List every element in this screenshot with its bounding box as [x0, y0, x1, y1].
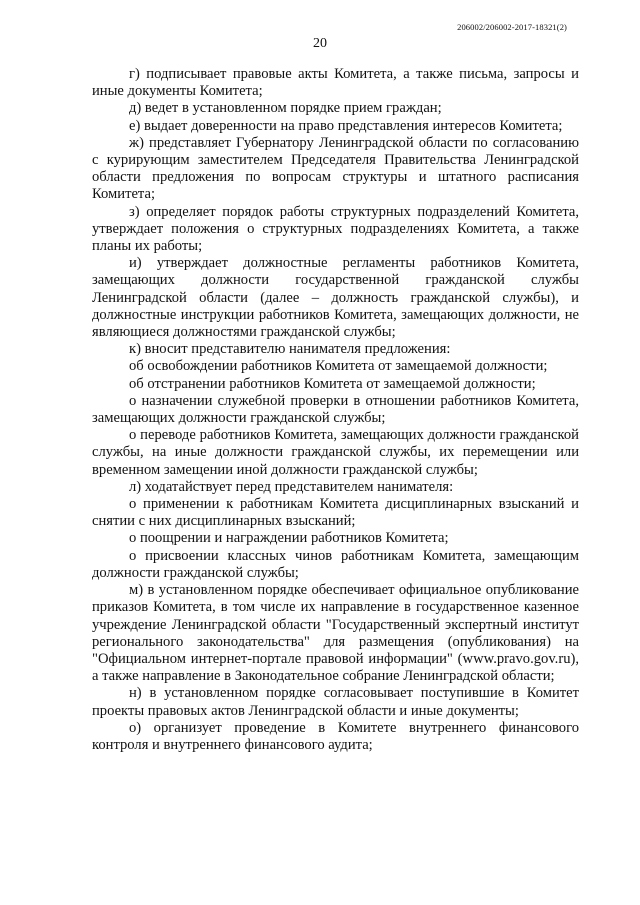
document-body: [92, 66, 579, 754]
paragraph: о назначении служебной проверки в отношении работников Комитета, замещающих должности гражданской службы;: [92, 392, 579, 427]
paragraph: о применении к работникам Комитета дисциплинарных взысканий и снятии с них дисциплинарных взысканий;: [92, 496, 579, 530]
paragraph: о) организует проведение в Комитете внутреннего финансового контроля и внутреннего финансового аудита;: [92, 719, 579, 753]
paragraph: к) вносит представителю нанимателя предложения:: [129, 341, 451, 358]
paragraph: и) утверждает должностные регламенты работников Комитета, замещающих должности государственной гражданской службы Ленинградской области (далее – должность гражданской службы), и должностные инструкции работников Комитета, замещающих должности, не являющиеся должностями гражданской службы;: [92, 255, 579, 341]
paragraph: з) определяет порядок работы структурных подразделений Комитета, утверждает положения о структурных подразделениях Комитета, а также планы их работы;: [92, 203, 579, 255]
paragraph: о поощрении и награждении работников Комитета;: [129, 530, 449, 547]
paragraph: г) подписывает правовые акты Комитета, а также письма, запросы и иные документы Комитета;: [92, 66, 579, 100]
document-id: 206002/206002-2017-18321(2): [457, 22, 567, 32]
paragraph: о присвоении классных чинов работникам Комитета, замещающим должности гражданской службы;: [92, 547, 579, 581]
paragraph: н) в установленном порядке согласовывает поступившие в Комитет проекты правовых актов Ленинградской области и иные документы;: [92, 685, 579, 719]
paragraph: о переводе работников Комитета, замещающих должности гражданской службы, на иные должности гражданской службы, их перемещении или временном замещении иной должности гражданской службы;: [92, 427, 579, 478]
page-number: 20: [313, 36, 327, 51]
paragraph: е) выдает доверенности на право представления интересов Комитета;: [129, 117, 563, 134]
paragraph: об освобождении работников Комитета от замещаемой должности;: [129, 358, 548, 375]
paragraph: ж) представляет Губернатору Ленинградской области по согласованию с курирующим заместителем Председателя Правительства Ленинградской области предложения по вопросам структуры и штатного расписания Комитета;: [92, 134, 579, 203]
paragraph: д) ведет в установленном порядке прием граждан;: [129, 100, 442, 117]
paragraph: об отстранении работников Комитета от замещаемой должности;: [129, 375, 536, 392]
paragraph: л) ходатайствует перед представителем нанимателя:: [129, 478, 454, 495]
paragraph: м) в установленном порядке обеспечивает официальное опубликование приказов Комитета, в том числе их направление в государственное казенное учреждение Ленинградской области "Государственный экспертный институт регионального законодательства" для размещения (опубликования) на "Официальном интернет-портале правовой информации" (www.pravo.gov.ru), а также направление в Законодательное собрание Ленинградской области;: [92, 582, 579, 685]
